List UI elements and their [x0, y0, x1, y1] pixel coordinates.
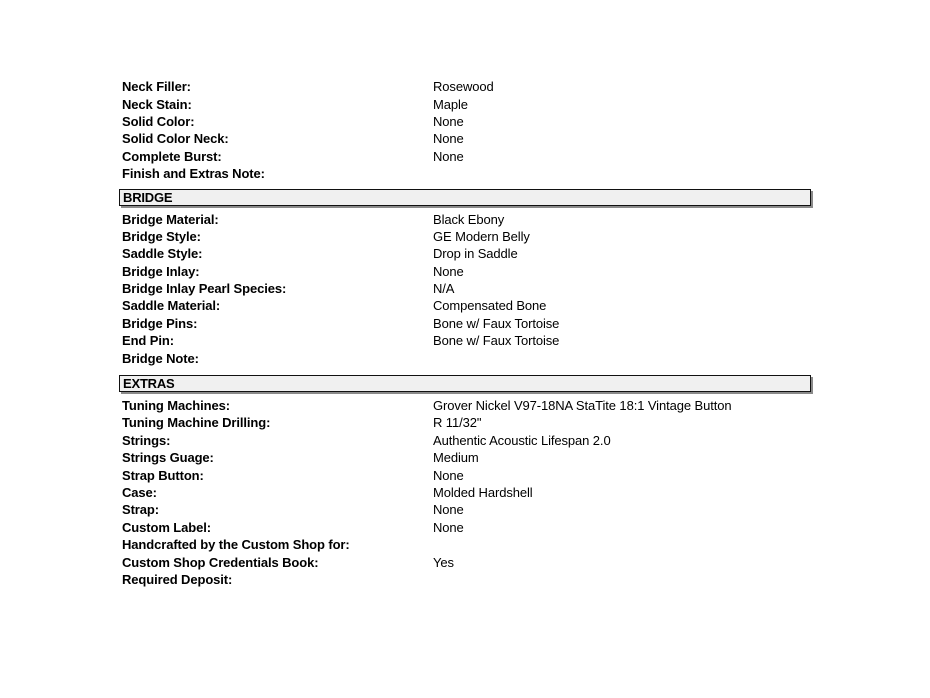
field-label: Tuning Machine Drilling:	[122, 415, 271, 431]
field-value: Medium	[433, 450, 479, 466]
field-value: R 11/32"	[433, 415, 482, 431]
field-label: Custom Label:	[122, 519, 211, 535]
field-label: Bridge Inlay Pearl Species:	[122, 281, 287, 297]
field-value: Bone w/ Faux Tortoise	[433, 333, 560, 349]
field-value: Bone w/ Faux Tortoise	[433, 315, 560, 331]
field-label: Bridge Material:	[122, 211, 219, 227]
field-label: End Pin:	[122, 333, 174, 349]
field-value: GE Modern Belly	[433, 228, 530, 244]
field-value: N/A	[433, 281, 455, 297]
field-value: None	[433, 113, 464, 129]
field-value: Drop in Saddle	[433, 246, 518, 262]
spec-row	[119, 432, 811, 449]
spec-row	[119, 553, 811, 570]
spec-row	[119, 210, 811, 227]
field-label: Neck Stain:	[122, 96, 192, 112]
field-label: Bridge Pins:	[122, 315, 198, 331]
spec-row	[119, 397, 811, 414]
spec-row	[119, 349, 811, 366]
field-value: None	[433, 131, 464, 147]
spec-row	[119, 484, 811, 501]
field-value: Authentic Acoustic Lifespan 2.0	[433, 432, 611, 448]
spec-row	[119, 148, 811, 165]
field-label: Saddle Material:	[122, 298, 221, 314]
field-label: Case:	[122, 485, 157, 500]
field-value: None	[433, 519, 464, 535]
spec-row	[119, 165, 811, 182]
field-label: Solid Color Neck:	[122, 131, 229, 147]
spec-row	[119, 466, 811, 483]
spec-sheet-page	[119, 0, 811, 588]
spec-row	[119, 263, 811, 280]
field-value: Molded Hardshell	[433, 485, 533, 500]
field-label: Handcrafted by the Custom Shop for:	[122, 537, 350, 553]
field-label: Strings Guage:	[122, 450, 214, 466]
field-label: Saddle Style:	[122, 246, 203, 262]
field-label: Neck Filler:	[122, 79, 191, 95]
field-label: Finish and Extras Note:	[122, 166, 265, 182]
spec-row	[119, 228, 811, 245]
field-label: Solid Color:	[122, 113, 195, 129]
section-header-bridge	[119, 189, 811, 206]
field-label: Strap:	[122, 502, 159, 518]
field-label: Bridge Inlay:	[122, 263, 200, 279]
field-label: Bridge Style:	[122, 228, 201, 244]
field-label: Strap Button:	[122, 467, 204, 483]
spec-row	[119, 245, 811, 262]
section-bridge-rows	[119, 210, 811, 367]
spec-row	[119, 332, 811, 349]
field-label: Bridge Note:	[122, 350, 199, 366]
spec-row	[119, 95, 811, 112]
spec-row	[119, 501, 811, 518]
spec-row	[119, 519, 811, 536]
field-label: Custom Shop Credentials Book:	[122, 554, 319, 570]
spec-row	[119, 280, 811, 297]
field-label: Strings:	[122, 432, 171, 448]
spec-row	[119, 315, 811, 332]
field-value: None	[433, 467, 464, 483]
field-label: Tuning Machines:	[122, 398, 230, 414]
spec-row	[119, 78, 811, 95]
field-value: Rosewood	[433, 79, 494, 95]
field-value: None	[433, 148, 464, 164]
field-value: None	[433, 502, 464, 518]
spec-row	[119, 297, 811, 314]
spec-row	[119, 130, 811, 147]
field-label: Required Deposit:	[122, 571, 233, 587]
field-value: Yes	[433, 554, 454, 570]
spec-row	[119, 414, 811, 431]
field-value: Grover Nickel V97-18NA StaTite 18:1 Vintage Button	[433, 398, 732, 414]
section-finish-rows	[119, 78, 811, 182]
spec-row	[119, 536, 811, 553]
field-label: Complete Burst:	[122, 148, 222, 164]
section-header-extras	[119, 375, 811, 392]
section-title: BRIDGE	[123, 190, 173, 206]
spec-row	[119, 113, 811, 130]
spec-row	[119, 449, 811, 466]
field-value: None	[433, 263, 464, 279]
field-value: Compensated Bone	[433, 298, 547, 314]
field-value: Black Ebony	[433, 211, 505, 227]
section-title: EXTRAS	[123, 375, 175, 391]
section-extras-rows	[119, 397, 811, 588]
spec-row	[119, 571, 811, 588]
field-value: Maple	[433, 96, 468, 112]
